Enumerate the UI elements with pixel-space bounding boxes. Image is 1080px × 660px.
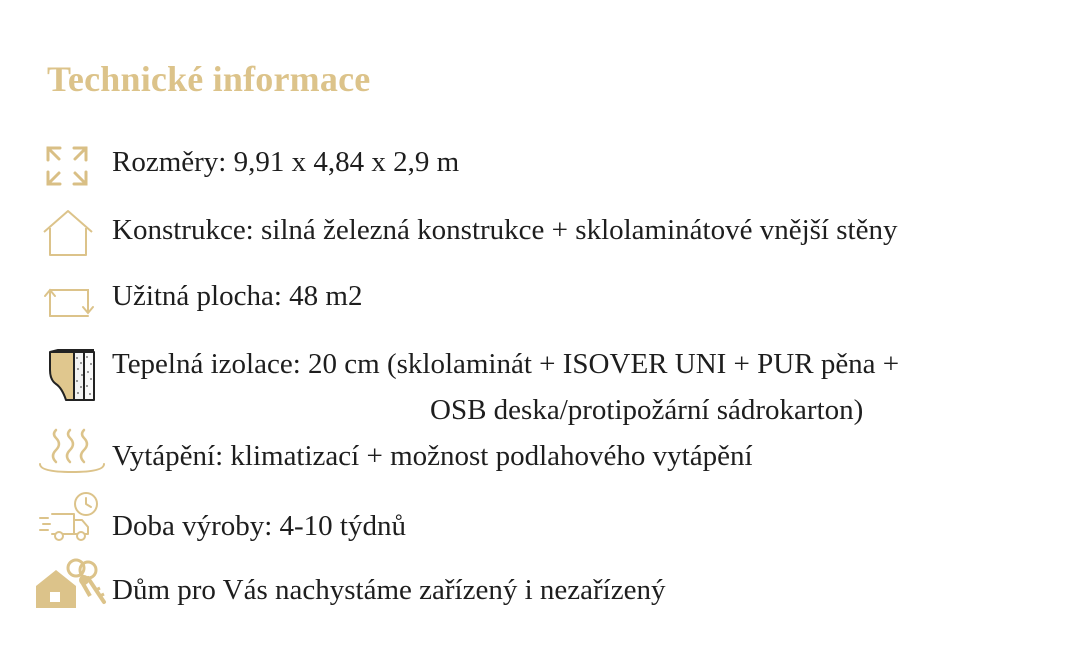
heating-text: Vytápění: klimatizací + možnost podlahového vytápění [112, 440, 753, 472]
dimensions-text: Rozměry: 9,91 x 4,84 x 2,9 m [112, 146, 460, 178]
floor-heating-icon [36, 428, 108, 474]
furnishing-text: Dům pro Vás nachystáme zařízený i nezařízený [112, 574, 666, 606]
delivery-truck-clock-icon [38, 490, 104, 546]
wall-insulation-icon [44, 348, 100, 404]
insulation-text-line2: OSB deska/protipožární sádrokarton) [430, 394, 864, 426]
house-keys-icon [34, 556, 108, 614]
expand-arrows-icon [44, 144, 90, 188]
production-text: Doba výroby: 4-10 týdnů [112, 510, 406, 542]
section-title: Technické informace [47, 59, 371, 99]
area-text: Užitná plocha: 48 m2 [112, 280, 363, 312]
house-outline-icon [42, 208, 94, 258]
floor-area-icon [42, 280, 94, 320]
insulation-text: Tepelná izolace: 20 cm (sklolaminát + ISOVER UNI + PUR pěna + [112, 348, 900, 380]
construction-text: Konstrukce: silná železná konstrukce + sklolaminátové vnější stěny [112, 214, 898, 246]
